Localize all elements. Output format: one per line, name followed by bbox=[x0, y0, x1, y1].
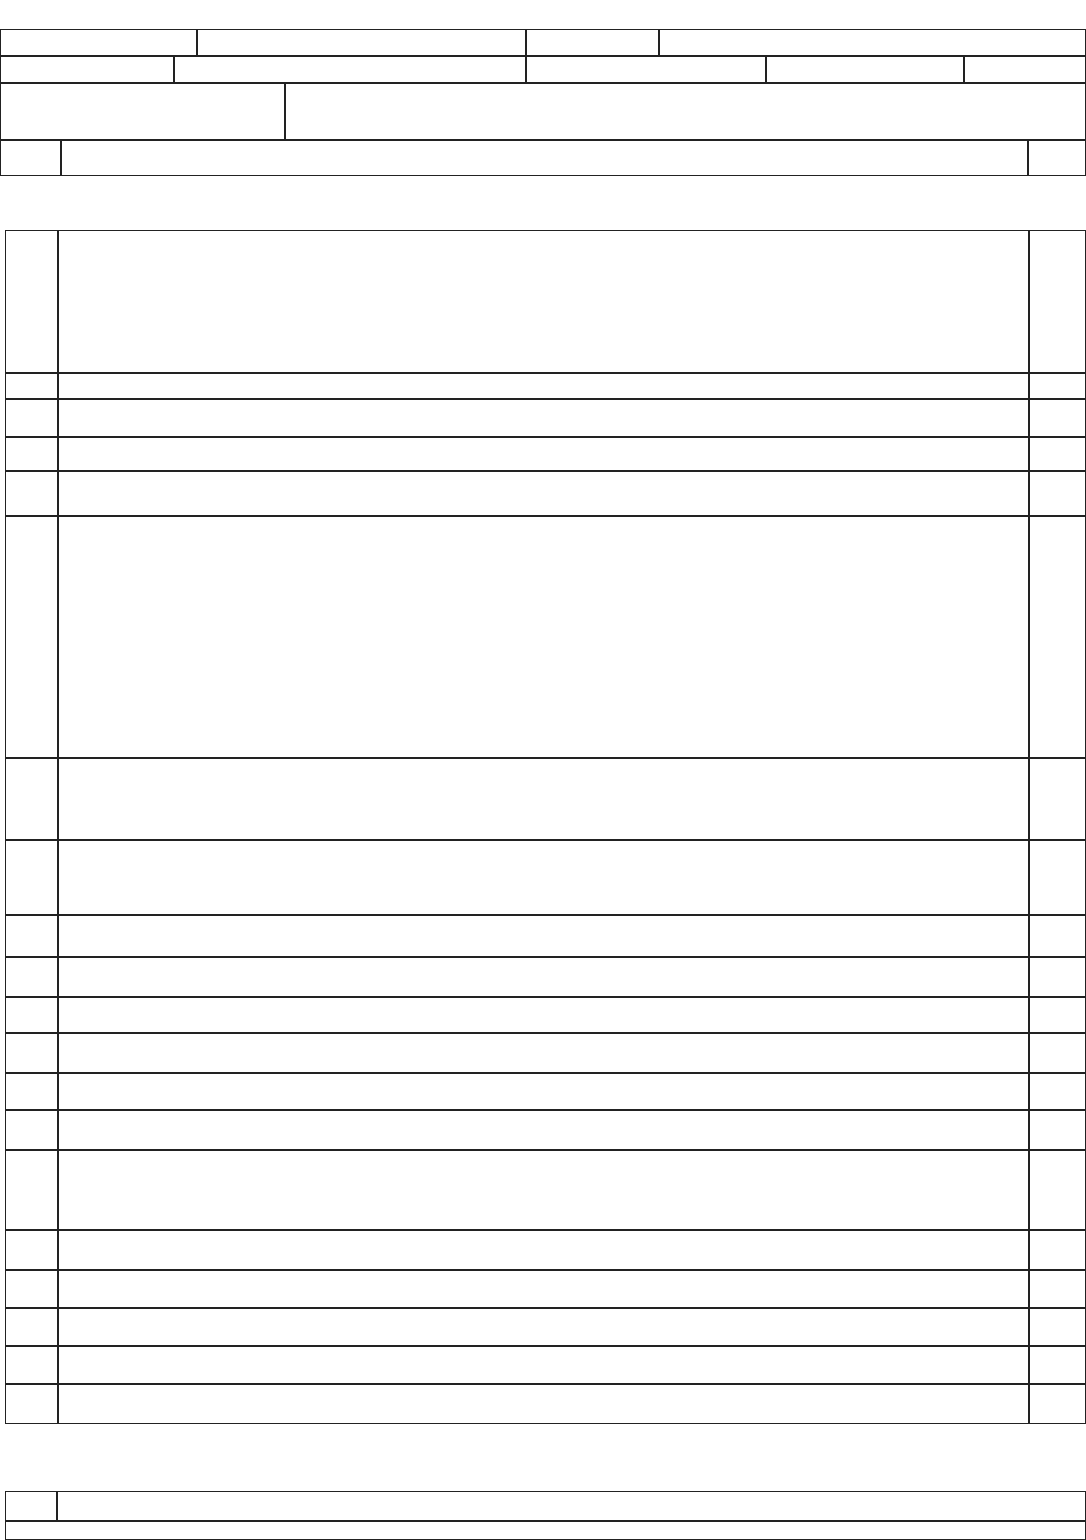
header-row-2 bbox=[0, 56, 1086, 83]
row-divider bbox=[1028, 373, 1030, 399]
question-row bbox=[5, 1230, 1086, 1270]
row-divider bbox=[1028, 1073, 1030, 1110]
question-row bbox=[5, 840, 1086, 915]
row-divider bbox=[1028, 471, 1030, 516]
row-divider bbox=[1028, 437, 1030, 471]
question-row bbox=[5, 915, 1086, 957]
row-divider bbox=[1028, 840, 1030, 915]
question-row bbox=[5, 1073, 1086, 1110]
score-divider bbox=[57, 915, 59, 957]
row-divider bbox=[1028, 915, 1030, 957]
row-divider bbox=[1028, 1346, 1030, 1384]
row-divider bbox=[1028, 1230, 1030, 1270]
footer-total-row bbox=[5, 1491, 1086, 1521]
score-divider bbox=[57, 1346, 59, 1384]
question-row bbox=[5, 437, 1086, 471]
question-row bbox=[5, 1270, 1086, 1308]
score-divider bbox=[57, 373, 59, 399]
row-divider bbox=[1028, 516, 1030, 758]
score-divider bbox=[57, 399, 59, 437]
row-divider bbox=[1028, 1033, 1030, 1073]
row-divider bbox=[1028, 957, 1030, 997]
question-row bbox=[5, 997, 1086, 1033]
header-row-1 bbox=[0, 29, 1086, 56]
question-row bbox=[5, 1033, 1086, 1073]
score-divider bbox=[57, 957, 59, 997]
row-divider bbox=[1028, 1110, 1030, 1150]
score-divider bbox=[57, 1033, 59, 1073]
score-divider bbox=[57, 1384, 59, 1424]
score-divider bbox=[57, 1150, 59, 1230]
row-divider bbox=[1028, 230, 1030, 373]
row-divider bbox=[1028, 1384, 1030, 1424]
header-row-3 bbox=[0, 83, 1086, 140]
score-divider bbox=[57, 471, 59, 516]
score-divider bbox=[57, 1308, 59, 1346]
question-row bbox=[5, 758, 1086, 840]
question-row bbox=[5, 471, 1086, 516]
question-row bbox=[5, 1308, 1086, 1346]
score-divider bbox=[57, 1230, 59, 1270]
row-divider bbox=[1028, 1150, 1030, 1230]
row-divider bbox=[1028, 1270, 1030, 1308]
score-divider bbox=[57, 1073, 59, 1110]
column-header-row bbox=[0, 140, 1086, 176]
row-divider bbox=[1028, 758, 1030, 840]
question-row bbox=[5, 957, 1086, 997]
score-divider bbox=[57, 230, 59, 373]
question-row bbox=[5, 1384, 1086, 1424]
score-divider bbox=[57, 997, 59, 1033]
question-row bbox=[5, 516, 1086, 758]
footer-page-row bbox=[5, 1521, 1086, 1540]
row-divider bbox=[1028, 997, 1030, 1033]
score-divider bbox=[57, 437, 59, 471]
question-row bbox=[5, 1110, 1086, 1150]
row-divider bbox=[1028, 1308, 1030, 1346]
score-divider bbox=[57, 516, 59, 758]
row-divider bbox=[1028, 399, 1030, 437]
question-row bbox=[5, 373, 1086, 399]
score-divider bbox=[57, 758, 59, 840]
question-row bbox=[5, 230, 1086, 373]
question-row bbox=[5, 1150, 1086, 1230]
question-row bbox=[5, 1346, 1086, 1384]
score-divider bbox=[57, 840, 59, 915]
score-divider bbox=[57, 1110, 59, 1150]
score-divider bbox=[57, 1270, 59, 1308]
question-row bbox=[5, 399, 1086, 437]
